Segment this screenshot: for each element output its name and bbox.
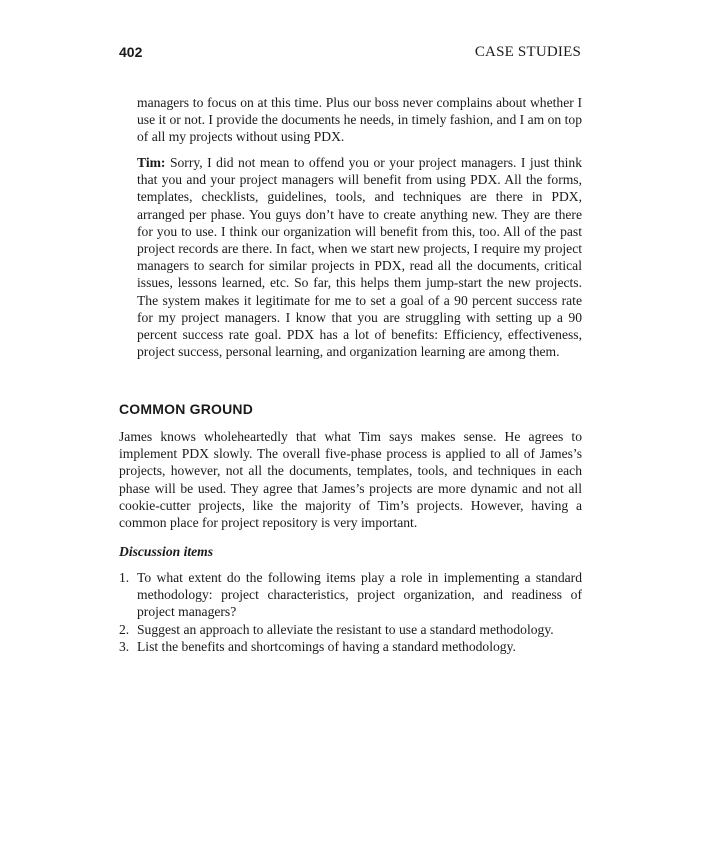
- page-header: [119, 44, 581, 64]
- item-number: 2.: [119, 621, 130, 637]
- discussion-item: [119, 569, 582, 621]
- dialogue-text: Sorry, I did not mean to offend you or your project managers. I just think that you and your project managers will benefit from using PDX. All the forms, templates, checklists, guidelines, tools, and techniques are there in PDX, arranged per phase. You guys don’t have to create anything new. They are there for you to use. I think our organization will benefit from this, too. All of the past project records are there. In fact, when we start new projects, I require my project managers to search for similar projects in PDX, read all the documents, critical issues, lessons learned, etc. So far, this helps them jump-start the new projects. The system makes it legitimate for me to set a goal of a 90 percent success rate for my project managers. I know that you are struggling with setting up a 90 percent success rate goal. PDX has a lot of benefits: Efficiency, effectiveness, project success, personal learning, and organization learning are among them.: [137, 155, 583, 360]
- discussion-items-list: [119, 569, 582, 655]
- dialogue-tim: [137, 154, 582, 360]
- discussion-item: [119, 621, 582, 638]
- item-text: To what extent do the following items play a role in implementing a standard methodology: project characteristics, project organization, and readiness of project managers?: [137, 570, 582, 620]
- discussion-item: [119, 638, 582, 655]
- item-number: 3.: [119, 638, 130, 654]
- page-number: 402: [119, 44, 143, 60]
- section-heading: COMMON GROUND: [119, 401, 254, 417]
- section-paragraph: James knows wholeheartedly that what Tim says makes sense. He agrees to implement PDX slowly. The overall five-phase process is applied to all of James’s projects, however, not all the documents, templates, tools, and techniques in each phase will be used. They agree that James’s projects are more dynamic and not all cookie-cutter projects, like the majority of Tim’s projects. However, having a common place for project repository is very important.: [119, 429, 582, 531]
- item-text: Suggest an approach to alleviate the resistant to use a standard methodology.: [137, 621, 554, 637]
- discussion-heading: Discussion items: [119, 544, 214, 559]
- item-text: List the benefits and shortcomings of having a standard methodology.: [137, 638, 516, 654]
- dialogue-continuation: managers to focus on at this time. Plus our boss never complains about whether I use it or not. I provide the documents he needs, in timely fashion, and I am on top of all my projects without using PDX.: [137, 95, 582, 145]
- running-head: CASE STUDIES: [474, 44, 581, 60]
- item-number: 1.: [119, 570, 130, 585]
- speaker-label: Tim:: [137, 155, 166, 170]
